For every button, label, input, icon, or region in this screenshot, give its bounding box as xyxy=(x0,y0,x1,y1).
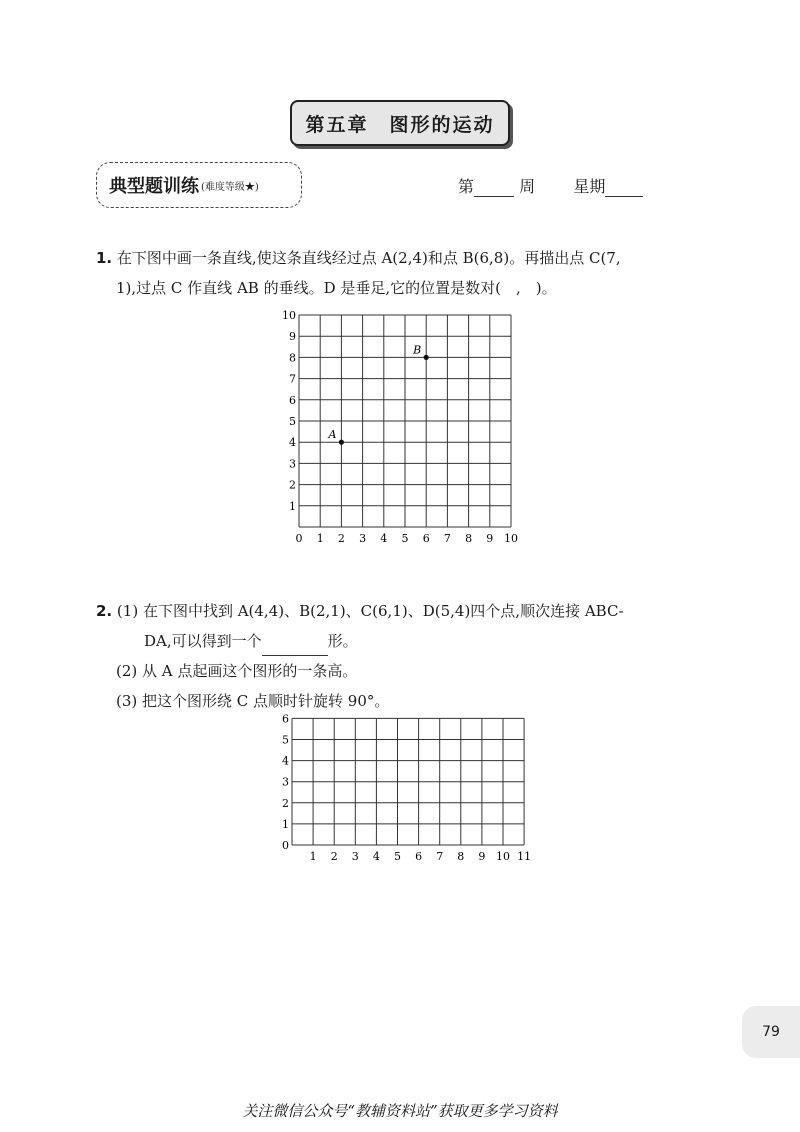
grid-chart-2[interactable] xyxy=(270,708,540,868)
x-tick-label: 7 xyxy=(436,850,444,863)
section-header xyxy=(96,162,302,208)
page-number: 79 xyxy=(742,1006,800,1058)
chapter-title: 第五章 图形的运动 xyxy=(290,100,510,146)
x-tick-label: 3 xyxy=(351,850,359,863)
x-tick-label: 2 xyxy=(337,532,345,545)
week-middle: 周 xyxy=(519,177,536,196)
y-tick-label: 2 xyxy=(282,796,289,810)
x-tick-label: 3 xyxy=(359,532,367,545)
y-tick-label: 0 xyxy=(282,839,289,852)
x-tick-label: 1 xyxy=(316,532,324,545)
question-text: 形。 xyxy=(327,632,358,650)
question-text: 在下图中画一条直线,使这条直线经过点 A(2,4)和点 B(6,8)。再描出点 C(7, xyxy=(116,249,621,267)
weekday-blank[interactable] xyxy=(605,178,643,197)
point-a xyxy=(339,440,344,445)
question-number: 1. xyxy=(96,249,113,267)
question-text: (3) 把这个图形绕 C 点顺时针旋转 90°。 xyxy=(116,692,390,710)
week-prefix: 第 xyxy=(458,177,475,196)
question-number: 2. xyxy=(96,602,113,620)
y-tick-label: 10 xyxy=(282,309,296,322)
weekday-label: 星期 xyxy=(573,177,606,196)
y-tick-label: 5 xyxy=(289,415,296,428)
section-title: 典型题训练 xyxy=(109,176,199,197)
question-text: (1) 在下图中找到 A(4,4)、B(2,1)、C(6,1)、D(5,4)四个点,顺次连接 ABC- xyxy=(116,602,624,620)
y-tick-label: 4 xyxy=(289,436,296,450)
x-tick-label: 9 xyxy=(478,850,486,863)
y-tick-label: 4 xyxy=(282,754,289,768)
x-tick-label: 9 xyxy=(486,532,494,545)
question-text: (2) 从 A 点起画这个图形的一条高。 xyxy=(116,662,358,680)
footer-note: 关注微信公众号“教辅资料站”获取更多学习资料 xyxy=(242,1102,558,1120)
y-tick-label: 6 xyxy=(282,712,289,726)
question-1 xyxy=(96,243,716,303)
point-label-a: A xyxy=(328,428,337,442)
x-tick-label: 7 xyxy=(443,532,451,545)
y-tick-label: 9 xyxy=(289,330,296,344)
week-day-field xyxy=(458,174,643,197)
x-tick-label: 10 xyxy=(504,532,518,545)
x-tick-label: 1 xyxy=(309,850,317,863)
x-tick-label: 5 xyxy=(394,850,401,863)
y-tick-label: 3 xyxy=(282,775,289,789)
x-tick-label: 10 xyxy=(496,850,510,863)
question-2 xyxy=(96,596,726,716)
y-tick-label: 8 xyxy=(289,351,296,365)
point-b xyxy=(424,355,429,360)
x-tick-label: 6 xyxy=(422,532,430,545)
point-label-b: B xyxy=(413,343,422,357)
y-tick-label: 2 xyxy=(289,478,296,492)
y-tick-label: 6 xyxy=(289,393,296,407)
difficulty-label: (难度等级★) xyxy=(201,181,259,193)
x-tick-label: 2 xyxy=(330,850,338,863)
shape-answer-blank[interactable] xyxy=(262,637,328,656)
week-blank[interactable] xyxy=(474,178,514,197)
x-tick-label: 5 xyxy=(401,532,409,545)
y-tick-label: 3 xyxy=(289,457,296,471)
x-tick-label: 11 xyxy=(517,850,532,863)
grid-chart-1[interactable] xyxy=(270,305,530,550)
y-tick-label: 1 xyxy=(289,499,296,513)
y-tick-label: 7 xyxy=(289,372,296,386)
question-text: 1),过点 C 作直线 AB 的垂线。D 是垂足,它的位置是数对( , )。 xyxy=(116,279,557,297)
x-tick-label: 4 xyxy=(380,532,388,545)
question-text: DA,可以得到一个 xyxy=(144,632,262,650)
y-tick-label: 1 xyxy=(282,817,289,831)
x-tick-label: 0 xyxy=(295,532,303,545)
x-tick-label: 8 xyxy=(457,850,465,863)
y-tick-label: 5 xyxy=(282,733,289,747)
x-tick-label: 4 xyxy=(372,850,380,863)
x-tick-label: 6 xyxy=(415,850,423,863)
x-tick-label: 8 xyxy=(465,532,473,545)
